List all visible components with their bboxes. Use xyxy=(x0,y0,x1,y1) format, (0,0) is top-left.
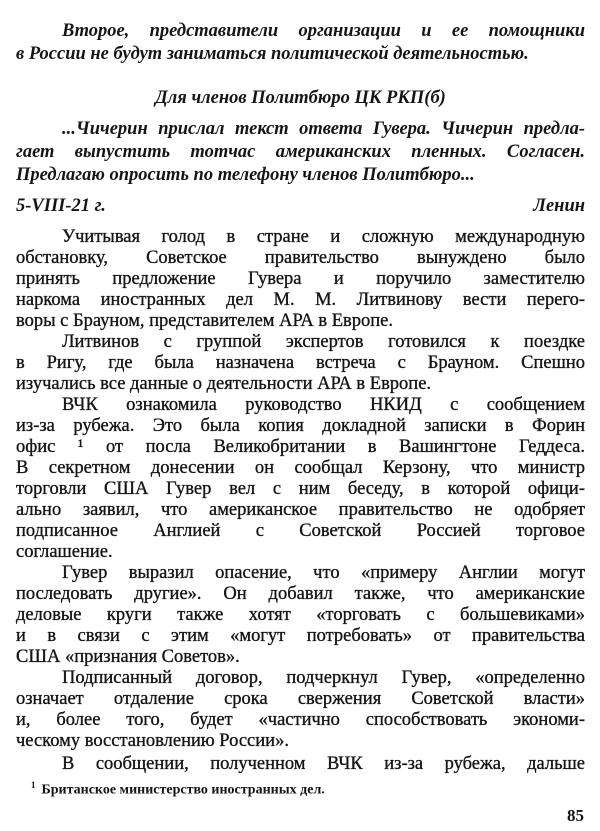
text-line: ВЧК ознакомила руководство НКИД с сообщением xyxy=(62,395,585,415)
text-line: Гувер выразил опасение, что «примеру Англии могут xyxy=(62,563,585,583)
intro-italic-paragraph xyxy=(16,20,585,66)
quote-italic-paragraph xyxy=(16,118,585,187)
text-line: офис ¹ от посла Великобритании в Вашингтоне Геддеса. xyxy=(16,437,585,457)
footnote-mark: 1 xyxy=(31,780,36,790)
text-line: В секретном донесении он сообщал Керзону, что министр xyxy=(16,458,585,478)
text-line: гает выпустить тотчас американских пленных. Согласен. xyxy=(16,142,585,162)
text-line: и в связи с этим «могут потребовать» от правительства xyxy=(16,626,585,646)
text-line: ...Чичерин прислал текст ответа Гувера. Чичерин предла- xyxy=(62,119,585,139)
text-line: Литвинов с группой экспертов готовился к поездке xyxy=(62,332,585,352)
text-line: изучались все данные о деятельности АРА в Европе. xyxy=(16,374,432,394)
text-line: соглашение. xyxy=(16,542,113,562)
text-line: обстановку, Советское правительство вынуждено было xyxy=(16,248,585,268)
text-line: последовать другие». Он добавил также, что американские xyxy=(16,584,585,604)
memo-heading-block xyxy=(16,87,585,110)
text-line: ческому восстановлению России». xyxy=(16,731,289,751)
text-line: принять предложение Гувера и поручило заместителю xyxy=(16,269,585,289)
memo-heading: Для членов Политбюро ЦК РКП(б) xyxy=(155,88,446,108)
text-line: воры с Брауном, представителем АРА в Европе. xyxy=(16,311,394,331)
text-line: Второе, представители организации и ее помощники xyxy=(62,21,585,41)
body-text xyxy=(16,227,585,752)
text-line: деловые круги также хотят «торговать с большевиками» xyxy=(16,605,585,625)
text-line: подписанное Англией с Советской Россией торговое xyxy=(16,521,585,541)
footnote xyxy=(31,780,325,799)
text-line: В сообщении, полученном ВЧК из-за рубежа, дальше xyxy=(62,754,585,774)
text-line: Предлагаю опросить по телефону членов Политбюро... xyxy=(16,165,475,185)
date-signature-row xyxy=(16,195,585,218)
text-line: означает отдаление срока свержения Советской власти» xyxy=(16,689,585,709)
text-line: ально заявил, что американское правительство не одобряет xyxy=(16,500,585,520)
last-line-block xyxy=(16,754,585,775)
text-line: наркома иностранных дел М. М. Литвинову вести перего- xyxy=(16,290,585,310)
page-number: 85 xyxy=(567,806,584,825)
text-line: Подписанный договор, подчеркнул Гувер, «определенно xyxy=(62,668,585,688)
memo-date: 5-VIII-21 г. xyxy=(16,196,106,216)
footnote-text: Британское министерство иностранных дел. xyxy=(41,782,325,798)
text-line: торговли США Гувер вел с ним беседу, в которой офици- xyxy=(16,479,585,499)
text-line: в Ригу, где была назначена встреча с Брауном. Спешно xyxy=(16,353,585,373)
text-line: из-за рубежа. Это была копия докладной записки в Форин xyxy=(16,416,585,436)
text-line: в России не будут заниматься политической деятельностью. xyxy=(16,44,529,64)
text-line: и, более того, будет «частично способствовать экономи- xyxy=(16,710,585,730)
memo-signature: Ленин xyxy=(533,196,585,216)
text-line: США «признания Советов». xyxy=(16,647,240,667)
text-line: Учитывая голод в стране и сложную международную xyxy=(62,227,585,247)
